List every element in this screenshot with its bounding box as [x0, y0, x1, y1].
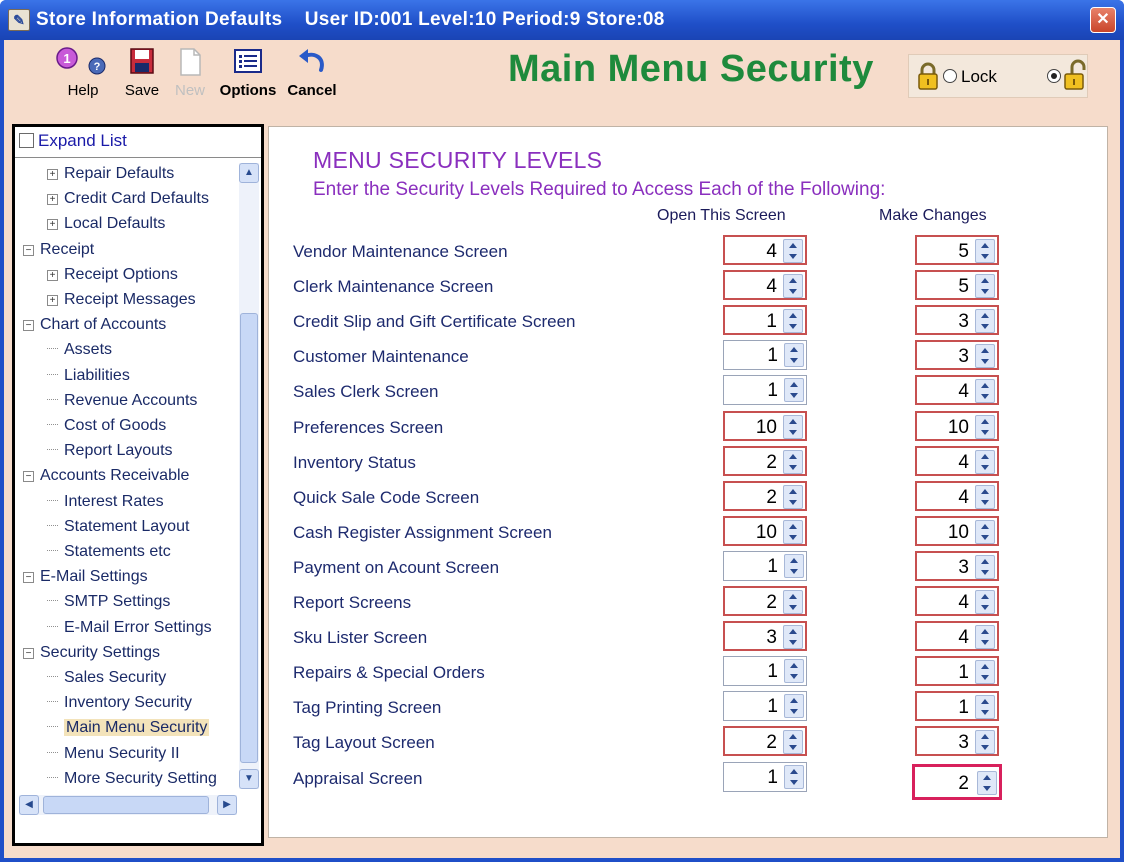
cancel-label: Cancel [287, 82, 337, 99]
spin-arrows-icon[interactable] [975, 730, 995, 754]
spin-arrows-icon[interactable] [975, 239, 995, 263]
expand-toggle-icon[interactable]: + [47, 219, 58, 230]
tree-item[interactable] [23, 465, 189, 490]
tree-item-label: Liabilities [64, 367, 130, 384]
stepper-value: 10 [755, 522, 777, 543]
expand-list-label: Expand List [38, 131, 127, 150]
spin-arrows-icon[interactable] [975, 344, 995, 368]
stepper-value: 2 [766, 487, 777, 508]
spin-arrows-icon[interactable] [784, 765, 804, 789]
tree-item[interactable] [47, 365, 130, 390]
row-label: Credit Slip and Gift Certificate Screen [293, 312, 576, 331]
help-label: Help [67, 82, 99, 99]
change-level-stepper[interactable] [915, 411, 999, 441]
lock-radio[interactable] [943, 69, 957, 83]
stepper-value: 3 [958, 732, 969, 753]
navigation-tree-panel [12, 124, 264, 846]
window-title-name: Store Information Defaults [36, 9, 283, 30]
spin-arrows-icon[interactable] [783, 625, 803, 649]
spin-arrows-icon[interactable] [975, 274, 995, 298]
tree-item[interactable] [47, 440, 173, 465]
tree-item[interactable] [47, 188, 209, 213]
row-label: Sku Lister Screen [293, 628, 428, 647]
spin-arrows-icon[interactable] [975, 695, 995, 719]
tree-item-label: Chart of Accounts [40, 316, 167, 333]
collapse-toggle-icon[interactable]: − [23, 320, 34, 331]
change-level-stepper[interactable] [915, 656, 999, 686]
column-header-change: Make Changes [879, 207, 987, 224]
tree-connector [47, 701, 58, 702]
spin-arrows-icon[interactable] [783, 309, 803, 333]
lock-group [908, 54, 1088, 98]
tree-connector [47, 626, 58, 627]
floppy-disk-icon [128, 46, 156, 78]
help-badge: 1 [63, 51, 71, 66]
tree-item[interactable] [23, 239, 94, 264]
change-level-stepper[interactable] [912, 764, 1002, 800]
collapse-toggle-icon[interactable]: − [23, 648, 34, 659]
tree-item-label: Receipt Messages [64, 291, 196, 308]
change-level-stepper[interactable] [915, 235, 999, 265]
help-button[interactable] [50, 46, 116, 99]
tree-item-label: Inventory Security [64, 694, 193, 711]
tree-item[interactable] [47, 692, 192, 717]
scroll-left-button[interactable]: ◀ [19, 795, 39, 815]
tree-connector [47, 374, 58, 375]
spin-arrows-icon[interactable] [784, 554, 804, 578]
tree-item-label: E-Mail Error Settings [64, 619, 212, 636]
new-document-icon [176, 46, 204, 78]
window-title [36, 9, 665, 31]
stepper-value: 1 [767, 380, 778, 401]
stepper-value: 1 [958, 662, 969, 683]
tree-connector [47, 752, 58, 753]
change-level-stepper[interactable] [915, 691, 999, 721]
tree-item[interactable] [47, 768, 217, 789]
spin-arrows-icon[interactable] [975, 309, 995, 333]
stepper-value: 10 [755, 417, 777, 438]
open-level-stepper[interactable] [723, 656, 807, 686]
tree-connector [47, 777, 58, 778]
spin-arrows-icon[interactable] [783, 450, 803, 474]
tree-item-label: Local Defaults [64, 215, 166, 232]
tree-connector [47, 600, 58, 601]
row-label: Inventory Status [293, 453, 416, 472]
help-icon [53, 46, 113, 78]
tree-item-label: Statement Layout [64, 518, 190, 535]
collapse-toggle-icon[interactable]: − [23, 471, 34, 482]
scroll-up-button[interactable]: ▲ [239, 163, 259, 183]
change-level-stepper[interactable] [915, 551, 999, 581]
change-level-stepper[interactable] [915, 270, 999, 300]
stepper-value: 3 [958, 346, 969, 367]
collapse-toggle-icon[interactable]: − [23, 572, 34, 583]
open-level-stepper[interactable] [723, 270, 807, 300]
row-label: Report Screens [293, 593, 412, 612]
column-header-open: Open This Screen [657, 207, 786, 224]
row-label: Tag Layout Screen [293, 733, 435, 752]
expand-list-checkbox[interactable] [19, 131, 127, 155]
divider [15, 157, 261, 158]
spin-arrows-icon[interactable] [784, 343, 804, 367]
checkbox-box[interactable] [19, 133, 34, 148]
tree-item[interactable] [47, 717, 209, 742]
screen-title: Main Menu Security [508, 48, 874, 90]
section-title: MENU SECURITY LEVELS [313, 147, 603, 173]
row-label: Sales Clerk Screen [293, 382, 439, 401]
change-level-stepper[interactable] [915, 375, 999, 405]
open-level-stepper[interactable] [723, 411, 807, 441]
lock-label-text: Lock [961, 67, 997, 86]
undo-arrow-icon [295, 46, 329, 78]
open-level-stepper[interactable] [723, 516, 807, 546]
expand-toggle-icon[interactable]: + [47, 169, 58, 180]
new-label: New [174, 82, 205, 99]
spin-arrows-icon[interactable] [975, 415, 995, 439]
tree-vertical-scrollbar[interactable] [239, 163, 259, 789]
spin-arrows-icon[interactable] [975, 485, 995, 509]
stepper-value: 5 [958, 241, 969, 262]
tree-item[interactable] [23, 642, 160, 667]
tree-item[interactable] [47, 213, 165, 238]
collapse-toggle-icon[interactable]: − [23, 245, 34, 256]
menu-security-form [268, 126, 1108, 838]
open-level-stepper[interactable] [723, 340, 807, 370]
tree-item[interactable] [47, 667, 166, 692]
tree-item-label: Main Menu Security [66, 719, 208, 736]
cancel-button[interactable] [282, 46, 342, 99]
row-label: Payment on Acount Screen [293, 558, 500, 577]
stepper-value: 1 [767, 661, 778, 682]
open-level-stepper[interactable] [723, 375, 807, 405]
change-level-stepper[interactable] [915, 621, 999, 651]
spin-arrows-icon[interactable] [975, 590, 995, 614]
spin-arrows-icon[interactable] [975, 625, 995, 649]
spin-arrows-icon[interactable] [783, 485, 803, 509]
options-button[interactable] [212, 46, 284, 99]
tree-item-label: More Security Setting [64, 770, 217, 787]
spin-arrows-icon[interactable] [784, 659, 804, 683]
options-list-icon [232, 46, 264, 78]
tree-item[interactable] [47, 415, 166, 440]
stepper-value: 4 [958, 627, 969, 648]
stepper-value: 4 [958, 487, 969, 508]
tree-item-label: Credit Card Defaults [64, 190, 209, 207]
open-level-stepper[interactable] [723, 691, 807, 721]
change-level-stepper[interactable] [915, 516, 999, 546]
tree-connector [47, 424, 58, 425]
open-level-stepper[interactable] [723, 481, 807, 511]
row-label: Clerk Maintenance Screen [293, 277, 494, 296]
expand-toggle-icon[interactable]: + [47, 194, 58, 205]
tree-connector [47, 449, 58, 450]
tree-item-label: Cost of Goods [64, 417, 167, 434]
open-level-stepper[interactable] [723, 551, 807, 581]
open-level-stepper[interactable] [723, 446, 807, 476]
tree-item-label: Assets [64, 341, 113, 358]
scroll-down-button[interactable]: ▼ [239, 769, 259, 789]
tree-connector [47, 348, 58, 349]
tree-item-label: Accounts Receivable [40, 467, 190, 484]
stepper-value: 3 [958, 311, 969, 332]
client-area [4, 40, 1120, 858]
scroll-thumb[interactable] [240, 313, 258, 763]
row-label: Repairs & Special Orders [293, 663, 485, 682]
open-level-stepper[interactable] [723, 586, 807, 616]
row-label: Cash Register Assignment Screen [293, 523, 552, 542]
tree-connector [47, 399, 58, 400]
spin-arrows-icon[interactable] [975, 379, 995, 403]
stepper-value: 1 [766, 311, 777, 332]
scroll-right-button[interactable]: ▶ [217, 795, 237, 815]
stepper-value: 10 [947, 522, 969, 543]
change-level-stepper[interactable] [915, 446, 999, 476]
spin-arrows-icon[interactable] [783, 730, 803, 754]
tree-item[interactable] [23, 566, 148, 591]
tree-item[interactable] [47, 339, 112, 364]
row-label: Quick Sale Code Screen [293, 488, 480, 507]
stepper-value: 1 [958, 697, 969, 718]
stepper-value: 4 [958, 381, 969, 402]
spin-arrows-icon[interactable] [975, 450, 995, 474]
spin-arrows-icon[interactable] [783, 274, 803, 298]
spin-arrows-icon[interactable] [783, 520, 803, 544]
tree-item-label: Receipt [40, 241, 95, 258]
tree-connector [47, 550, 58, 551]
change-level-stepper[interactable] [915, 481, 999, 511]
horizontal-scroll-thumb[interactable] [43, 796, 209, 814]
tree-connector [47, 726, 58, 727]
stepper-value: 1 [767, 696, 778, 717]
spin-arrows-icon[interactable] [783, 590, 803, 614]
section-subtitle: Enter the Security Levels Required to Access Each of the Following: [313, 179, 886, 200]
stepper-value: 4 [958, 592, 969, 613]
app-icon: ✎ [8, 9, 30, 31]
padlock-closed-icon [917, 61, 939, 91]
change-level-stepper[interactable] [915, 726, 999, 756]
tree-item-label: E-Mail Settings [40, 568, 148, 585]
stepper-value: 5 [958, 276, 969, 297]
spin-arrows-icon[interactable] [784, 378, 804, 402]
expand-toggle-icon[interactable]: + [47, 295, 58, 306]
tree-item-label: Statements etc [64, 543, 171, 560]
tree-connector [47, 525, 58, 526]
save-label: Save [124, 82, 160, 99]
tree-item[interactable] [47, 743, 180, 768]
stepper-value: 4 [766, 241, 777, 262]
save-button[interactable] [120, 46, 164, 99]
stepper-value: 10 [947, 417, 969, 438]
tree-connector [47, 500, 58, 501]
row-label: Customer Maintenance [293, 347, 469, 366]
tree-item-label: SMTP Settings [64, 593, 171, 610]
row-label: Tag Printing Screen [293, 698, 442, 717]
tree-item-label: Repair Defaults [64, 165, 175, 182]
change-level-stepper[interactable] [915, 305, 999, 335]
stepper-value: 4 [766, 276, 777, 297]
spin-arrows-icon[interactable] [975, 520, 995, 544]
tree-item[interactable] [47, 617, 212, 642]
spin-arrows-icon[interactable] [975, 660, 995, 684]
stepper-value: 1 [767, 767, 778, 788]
tree-item[interactable] [47, 163, 174, 188]
new-button[interactable] [170, 46, 210, 99]
tree-item-label: Report Layouts [64, 442, 173, 459]
navigation-tree [19, 163, 237, 789]
stepper-value: 3 [958, 557, 969, 578]
tree-item[interactable] [47, 264, 178, 289]
tree-item[interactable] [47, 516, 189, 541]
spin-arrows-icon[interactable] [977, 771, 997, 795]
row-label: Vendor Maintenance Screen [293, 242, 508, 261]
padlock-open-icon [1063, 59, 1087, 91]
tree-horizontal-scrollbar[interactable] [19, 795, 237, 815]
options-label: Options [219, 82, 277, 99]
expand-toggle-icon[interactable]: + [47, 270, 58, 281]
stepper-value: 1 [767, 345, 778, 366]
lock-label[interactable] [961, 67, 997, 87]
tree-item[interactable] [47, 289, 196, 314]
tree-item-label: Security Settings [40, 644, 161, 661]
unlock-radio[interactable] [1047, 69, 1061, 83]
tree-connector [47, 676, 58, 677]
open-level-stepper[interactable] [723, 762, 807, 792]
stepper-value: 4 [958, 452, 969, 473]
spin-arrows-icon[interactable] [975, 555, 995, 579]
stepper-value: 2 [766, 732, 777, 753]
stepper-value: 2 [766, 592, 777, 613]
close-button[interactable]: ✕ [1090, 7, 1116, 33]
open-level-stepper[interactable] [723, 235, 807, 265]
tree-item[interactable] [47, 591, 170, 616]
open-level-stepper[interactable] [723, 726, 807, 756]
user-info: User ID:001 Level:10 Period:9 Store:08 [304, 9, 665, 30]
tree-item[interactable] [47, 491, 164, 516]
tree-item-label: Sales Security [64, 669, 167, 686]
row-label: Appraisal Screen [293, 769, 423, 788]
tree-item[interactable] [47, 541, 171, 566]
row-label: Preferences Screen [293, 418, 444, 437]
change-level-stepper[interactable] [915, 340, 999, 370]
spin-arrows-icon[interactable] [783, 415, 803, 439]
open-level-stepper[interactable] [723, 621, 807, 651]
change-level-stepper[interactable] [915, 586, 999, 616]
stepper-value: 1 [767, 556, 778, 577]
tree-item-label: Revenue Accounts [64, 392, 198, 409]
title-bar[interactable] [0, 0, 1124, 40]
stepper-value: 2 [766, 452, 777, 473]
tree-item[interactable] [23, 314, 166, 339]
spin-arrows-icon[interactable] [784, 694, 804, 718]
stepper-value: 2 [958, 773, 969, 794]
tree-item-label: Menu Security II [64, 745, 180, 762]
open-level-stepper[interactable] [723, 305, 807, 335]
tree-item[interactable] [47, 390, 197, 415]
tree-item-label: Interest Rates [64, 493, 164, 510]
stepper-value: 3 [766, 627, 777, 648]
tree-item-label: Receipt Options [64, 266, 178, 283]
spin-arrows-icon[interactable] [783, 239, 803, 263]
svg-text:?: ? [93, 61, 101, 73]
